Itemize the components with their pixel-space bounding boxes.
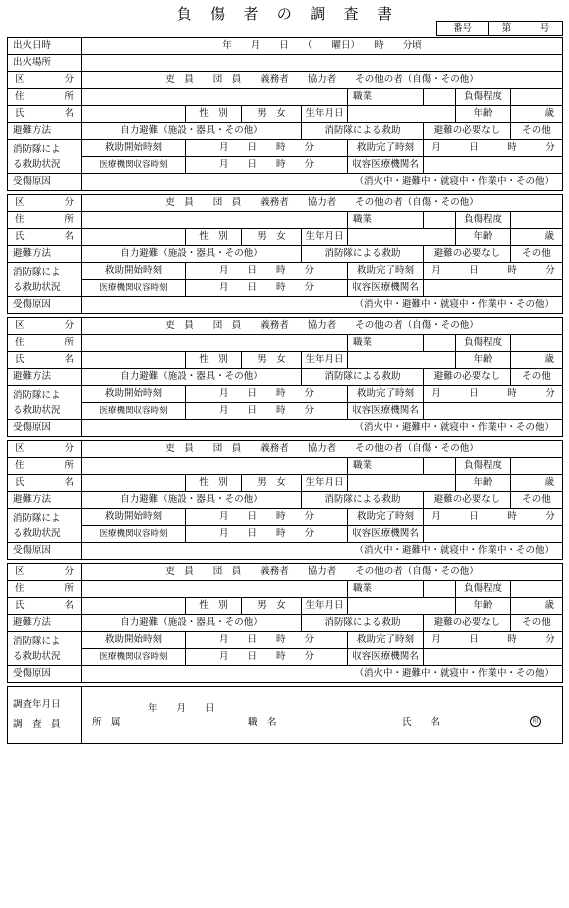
birthdate-field[interactable] <box>348 352 456 369</box>
category-row <box>8 564 563 581</box>
birthdate-field[interactable] <box>348 598 456 615</box>
hospital-time-label: 医療機関収容時刻 <box>82 649 186 666</box>
footer-row <box>8 687 563 744</box>
occupation-label: 職業 <box>348 335 424 352</box>
birthdate-label: 生年月日 <box>302 352 348 369</box>
hospital-name-field[interactable] <box>424 157 563 174</box>
evac-other-option[interactable]: その他 <box>511 492 563 509</box>
injury-cause-options[interactable]: （消火中・避難中・就寝中・作業中・その他） <box>82 174 563 191</box>
evacuation-label: 避難方法 <box>8 492 82 509</box>
injury-cause-label: 受傷原因 <box>8 420 82 437</box>
address-label: 住 所 <box>8 581 82 598</box>
injury-degree-field[interactable] <box>511 458 563 475</box>
occupation-field[interactable] <box>424 581 456 598</box>
birthdate-field[interactable] <box>348 229 456 246</box>
fire-datetime-field[interactable]: 年 月 日 （ 曜日） 時 分頃 <box>82 38 563 55</box>
occupation-field[interactable] <box>424 458 456 475</box>
hospital-name-field[interactable] <box>424 526 563 543</box>
name-row <box>8 352 563 369</box>
injury-degree-field[interactable] <box>511 89 563 106</box>
address-label: 住 所 <box>8 212 82 229</box>
address-field[interactable] <box>82 212 348 229</box>
birthdate-label: 生年月日 <box>302 106 348 123</box>
hospital-time-field[interactable]: 月 日 時 分 <box>186 403 348 420</box>
evacuation-label: 避難方法 <box>8 615 82 632</box>
injury-degree-label: 負傷程度 <box>456 458 511 475</box>
rescue-start-field[interactable]: 月 日 時 分 <box>186 632 348 649</box>
category-row <box>8 441 563 458</box>
age-field[interactable]: 歳 <box>511 352 563 369</box>
fire-datetime-label: 出火日時 <box>8 38 82 55</box>
address-label: 住 所 <box>8 458 82 475</box>
survey-date: 年 月 日 <box>148 703 215 714</box>
hospital-name-label: 収容医療機関名 <box>348 649 424 666</box>
fire-place-field[interactable] <box>82 55 563 72</box>
evac-none-option[interactable]: 避難の必要なし <box>424 615 511 632</box>
sex-options[interactable]: 男 女 <box>242 475 302 492</box>
rescue-start-label: 救助開始時刻 <box>82 263 186 280</box>
injury-degree-field[interactable] <box>511 581 563 598</box>
category-options[interactable]: 吏 員 団 員 義務者 協力者 その他の者（自傷・その他） <box>82 564 563 581</box>
address-label: 住 所 <box>8 335 82 352</box>
injury-cause-label: 受傷原因 <box>8 666 82 683</box>
title-char: 負 <box>176 5 192 23</box>
sex-label: 性 別 <box>186 352 242 369</box>
address-field[interactable] <box>82 581 348 598</box>
fire-place-row <box>8 55 563 72</box>
rescue-row-1 <box>8 509 563 526</box>
sex-options[interactable]: 男 女 <box>242 598 302 615</box>
rescue-label: 消防隊によ る救助状況 <box>8 509 82 543</box>
category-label: 区 分 <box>8 72 82 89</box>
hospital-name-label: 収容医療機関名 <box>348 526 424 543</box>
injury-degree-label: 負傷程度 <box>456 89 511 106</box>
title-char: 傷 <box>209 5 226 23</box>
age-field[interactable]: 歳 <box>511 475 563 492</box>
rescue-label: 消防隊によ る救助状況 <box>8 386 82 420</box>
age-field[interactable]: 歳 <box>511 598 563 615</box>
rescue-end-label: 救助完了時刻 <box>348 632 424 649</box>
evac-none-option[interactable]: 避難の必要なし <box>424 492 511 509</box>
name-row <box>8 475 563 492</box>
name-label: 氏 名 <box>8 352 82 369</box>
rescue-row-2 <box>8 649 563 666</box>
injury-degree-label: 負傷程度 <box>456 581 511 598</box>
evacuation-row <box>8 123 563 140</box>
name-row <box>8 229 563 246</box>
title-char: 書 <box>377 5 393 23</box>
name-label: 氏 名 <box>8 475 82 492</box>
rescue-end-label: 救助完了時刻 <box>348 509 424 526</box>
sex-options[interactable]: 男 女 <box>242 106 302 123</box>
name-field[interactable] <box>82 352 186 369</box>
injury-cause-label: 受傷原因 <box>8 297 82 314</box>
hospital-name-label: 収容医療機関名 <box>348 403 424 420</box>
sex-options[interactable]: 男 女 <box>242 229 302 246</box>
injury-cause-label: 受傷原因 <box>8 174 82 191</box>
footer-field[interactable] <box>82 687 563 744</box>
evac-other-option[interactable]: その他 <box>511 246 563 263</box>
hospital-time-label: 医療機関収容時刻 <box>82 157 186 174</box>
occupation-field[interactable] <box>424 212 456 229</box>
address-label: 住 所 <box>8 89 82 106</box>
evac-none-option[interactable]: 避難の必要なし <box>424 123 511 140</box>
name-field[interactable] <box>82 598 186 615</box>
hospital-time-field[interactable]: 月 日 時 分 <box>186 649 348 666</box>
hospital-name-label: 収容医療機関名 <box>348 280 424 297</box>
rescue-end-field[interactable]: 月 日 時 分 <box>424 263 563 280</box>
position-label: 職 名 <box>248 717 277 728</box>
seal-icon: 印 <box>530 716 541 727</box>
name-field[interactable] <box>82 106 186 123</box>
name-label: 氏 名 <box>8 598 82 615</box>
birthdate-field[interactable] <box>348 475 456 492</box>
birthdate-label: 生年月日 <box>302 475 348 492</box>
rescue-end-field[interactable]: 月 日 時 分 <box>424 140 563 157</box>
evac-self-option[interactable]: 自力避難（施設・器具・その他） <box>82 492 302 509</box>
age-label: 年齢 <box>456 475 511 492</box>
evac-rescue-option[interactable]: 消防隊による救助 <box>302 246 424 263</box>
hospital-name-label: 収容医療機関名 <box>348 157 424 174</box>
address-field[interactable] <box>82 458 348 475</box>
hospital-time-label: 医療機関収容時刻 <box>82 403 186 420</box>
injury-degree-field[interactable] <box>511 335 563 352</box>
hospital-time-label: 医療機関収容時刻 <box>82 526 186 543</box>
evacuation-row <box>8 369 563 386</box>
occupation-label: 職業 <box>348 458 424 475</box>
rescue-row-2 <box>8 403 563 420</box>
evacuation-label: 避難方法 <box>8 246 82 263</box>
hospital-time-field[interactable]: 月 日 時 分 <box>186 157 348 174</box>
rescue-end-field[interactable]: 月 日 時 分 <box>424 632 563 649</box>
birthdate-label: 生年月日 <box>302 229 348 246</box>
evac-self-option[interactable]: 自力避難（施設・器具・その他） <box>82 615 302 632</box>
rescue-row-2 <box>8 526 563 543</box>
investigator-name-label: 氏 名 <box>402 717 441 728</box>
evac-self-option[interactable]: 自力避難（施設・器具・その他） <box>82 369 302 386</box>
rescue-row-2 <box>8 157 563 174</box>
sex-label: 性 別 <box>186 106 242 123</box>
injury-cause-options[interactable]: （消火中・避難中・就寝中・作業中・その他） <box>82 666 563 683</box>
sex-label: 性 別 <box>186 229 242 246</box>
evacuation-row <box>8 246 563 263</box>
address-row <box>8 458 563 475</box>
evac-other-option[interactable]: その他 <box>511 369 563 386</box>
hospital-time-label: 医療機関収容時刻 <box>82 280 186 297</box>
rescue-end-label: 救助完了時刻 <box>348 140 424 157</box>
category-options[interactable]: 吏 員 団 員 義務者 協力者 その他の者（自傷・その他） <box>82 318 563 335</box>
evac-self-option[interactable]: 自力避難（施設・器具・その他） <box>82 246 302 263</box>
injury-degree-label: 負傷程度 <box>456 212 511 229</box>
title-char: の <box>276 5 293 23</box>
injury-cause-row <box>8 666 563 683</box>
address-field[interactable] <box>82 335 348 352</box>
evac-self-option[interactable]: 自力避難（施設・器具・その他） <box>82 123 302 140</box>
name-field[interactable] <box>82 475 186 492</box>
birthdate-label: 生年月日 <box>302 598 348 615</box>
name-label: 氏 名 <box>8 106 82 123</box>
rescue-end-field[interactable]: 月 日 時 分 <box>424 509 563 526</box>
rescue-end-field[interactable]: 月 日 時 分 <box>424 386 563 403</box>
hospital-name-field[interactable] <box>424 403 563 420</box>
injury-cause-row <box>8 297 563 314</box>
address-row <box>8 212 563 229</box>
evacuation-row <box>8 492 563 509</box>
sex-options[interactable]: 男 女 <box>242 352 302 369</box>
name-row <box>8 598 563 615</box>
address-field[interactable] <box>82 89 348 106</box>
rescue-start-label: 救助開始時刻 <box>82 386 186 403</box>
rescue-start-label: 救助開始時刻 <box>82 632 186 649</box>
number-box <box>436 21 563 36</box>
injury-cause-options[interactable]: （消火中・避難中・就寝中・作業中・その他） <box>82 420 563 437</box>
title-char: 査 <box>343 5 360 23</box>
title-char: 調 <box>310 5 326 23</box>
age-field[interactable]: 歳 <box>511 229 563 246</box>
sex-label: 性 別 <box>186 475 242 492</box>
category-label: 区 分 <box>8 318 82 335</box>
occupation-field[interactable] <box>424 335 456 352</box>
category-label: 区 分 <box>8 441 82 458</box>
evacuation-label: 避難方法 <box>8 369 82 386</box>
title-char: 者 <box>243 5 259 23</box>
injury-degree-label: 負傷程度 <box>456 335 511 352</box>
occupation-label: 職業 <box>348 212 424 229</box>
category-row <box>8 318 563 335</box>
category-label: 区 分 <box>8 564 82 581</box>
rescue-label: 消防隊によ る救助状況 <box>8 632 82 666</box>
hospital-name-field[interactable] <box>424 280 563 297</box>
occupation-label: 職業 <box>348 89 424 106</box>
hospital-name-field[interactable] <box>424 649 563 666</box>
evacuation-row <box>8 615 563 632</box>
rescue-start-label: 救助開始時刻 <box>82 509 186 526</box>
fire-datetime-row <box>8 38 563 55</box>
evac-none-option[interactable]: 避難の必要なし <box>424 369 511 386</box>
hospital-time-field[interactable]: 月 日 時 分 <box>186 526 348 543</box>
injury-cause-row <box>8 543 563 560</box>
age-label: 年齢 <box>456 229 511 246</box>
affiliation-label: 所 属 <box>92 717 121 728</box>
address-row <box>8 89 563 106</box>
evac-rescue-option[interactable]: 消防隊による救助 <box>302 615 424 632</box>
survey-form <box>7 37 563 744</box>
fire-place-label: 出火場所 <box>8 55 82 72</box>
category-options[interactable]: 吏 員 団 員 義務者 協力者 その他の者（自傷・その他） <box>82 72 563 89</box>
category-label: 区 分 <box>8 195 82 212</box>
name-row <box>8 106 563 123</box>
rescue-end-label: 救助完了時刻 <box>348 386 424 403</box>
rescue-start-label: 救助開始時刻 <box>82 140 186 157</box>
address-row <box>8 335 563 352</box>
rescue-row-2 <box>8 280 563 297</box>
injury-cause-label: 受傷原因 <box>8 543 82 560</box>
evacuation-label: 避難方法 <box>8 123 82 140</box>
rescue-label: 消防隊によ る救助状況 <box>8 263 82 297</box>
age-label: 年齢 <box>456 598 511 615</box>
occupation-field[interactable] <box>424 89 456 106</box>
number-label: 番号 <box>437 22 489 36</box>
birthdate-field[interactable] <box>348 106 456 123</box>
name-field[interactable] <box>82 229 186 246</box>
age-label: 年齢 <box>456 106 511 123</box>
occupation-label: 職業 <box>348 581 424 598</box>
rescue-start-field[interactable]: 月 日 時 分 <box>186 140 348 157</box>
evac-rescue-option[interactable]: 消防隊による救助 <box>302 369 424 386</box>
hospital-time-field[interactable]: 月 日 時 分 <box>186 280 348 297</box>
rescue-row-1 <box>8 632 563 649</box>
rescue-start-field[interactable]: 月 日 時 分 <box>186 386 348 403</box>
rescue-end-label: 救助完了時刻 <box>348 263 424 280</box>
evac-rescue-option[interactable]: 消防隊による救助 <box>302 492 424 509</box>
rescue-start-field[interactable]: 月 日 時 分 <box>186 509 348 526</box>
address-row <box>8 581 563 598</box>
injury-degree-field[interactable] <box>511 212 563 229</box>
category-options[interactable]: 吏 員 団 員 義務者 協力者 その他の者（自傷・その他） <box>82 441 563 458</box>
name-label: 氏 名 <box>8 229 82 246</box>
evac-none-option[interactable]: 避難の必要なし <box>424 246 511 263</box>
evac-rescue-option[interactable]: 消防隊による救助 <box>302 123 424 140</box>
category-row <box>8 195 563 212</box>
footer-label: 調査年月日 調 査 員 <box>8 687 82 744</box>
rescue-start-field[interactable]: 月 日 時 分 <box>186 263 348 280</box>
number-field[interactable]: 第 号 <box>489 22 563 36</box>
injury-cause-row <box>8 420 563 437</box>
sex-label: 性 別 <box>186 598 242 615</box>
age-label: 年齢 <box>456 352 511 369</box>
rescue-row-1 <box>8 140 563 157</box>
injury-cause-options[interactable]: （消火中・避難中・就寝中・作業中・その他） <box>82 543 563 560</box>
age-field[interactable]: 歳 <box>511 106 563 123</box>
injury-cause-options[interactable]: （消火中・避難中・就寝中・作業中・その他） <box>82 297 563 314</box>
rescue-row-1 <box>8 386 563 403</box>
category-options[interactable]: 吏 員 団 員 義務者 協力者 その他の者（自傷・その他） <box>82 195 563 212</box>
injury-cause-row <box>8 174 563 191</box>
rescue-label: 消防隊によ る救助状況 <box>8 140 82 174</box>
evac-other-option[interactable]: その他 <box>511 123 563 140</box>
category-row <box>8 72 563 89</box>
evac-other-option[interactable]: その他 <box>511 615 563 632</box>
rescue-row-1 <box>8 263 563 280</box>
